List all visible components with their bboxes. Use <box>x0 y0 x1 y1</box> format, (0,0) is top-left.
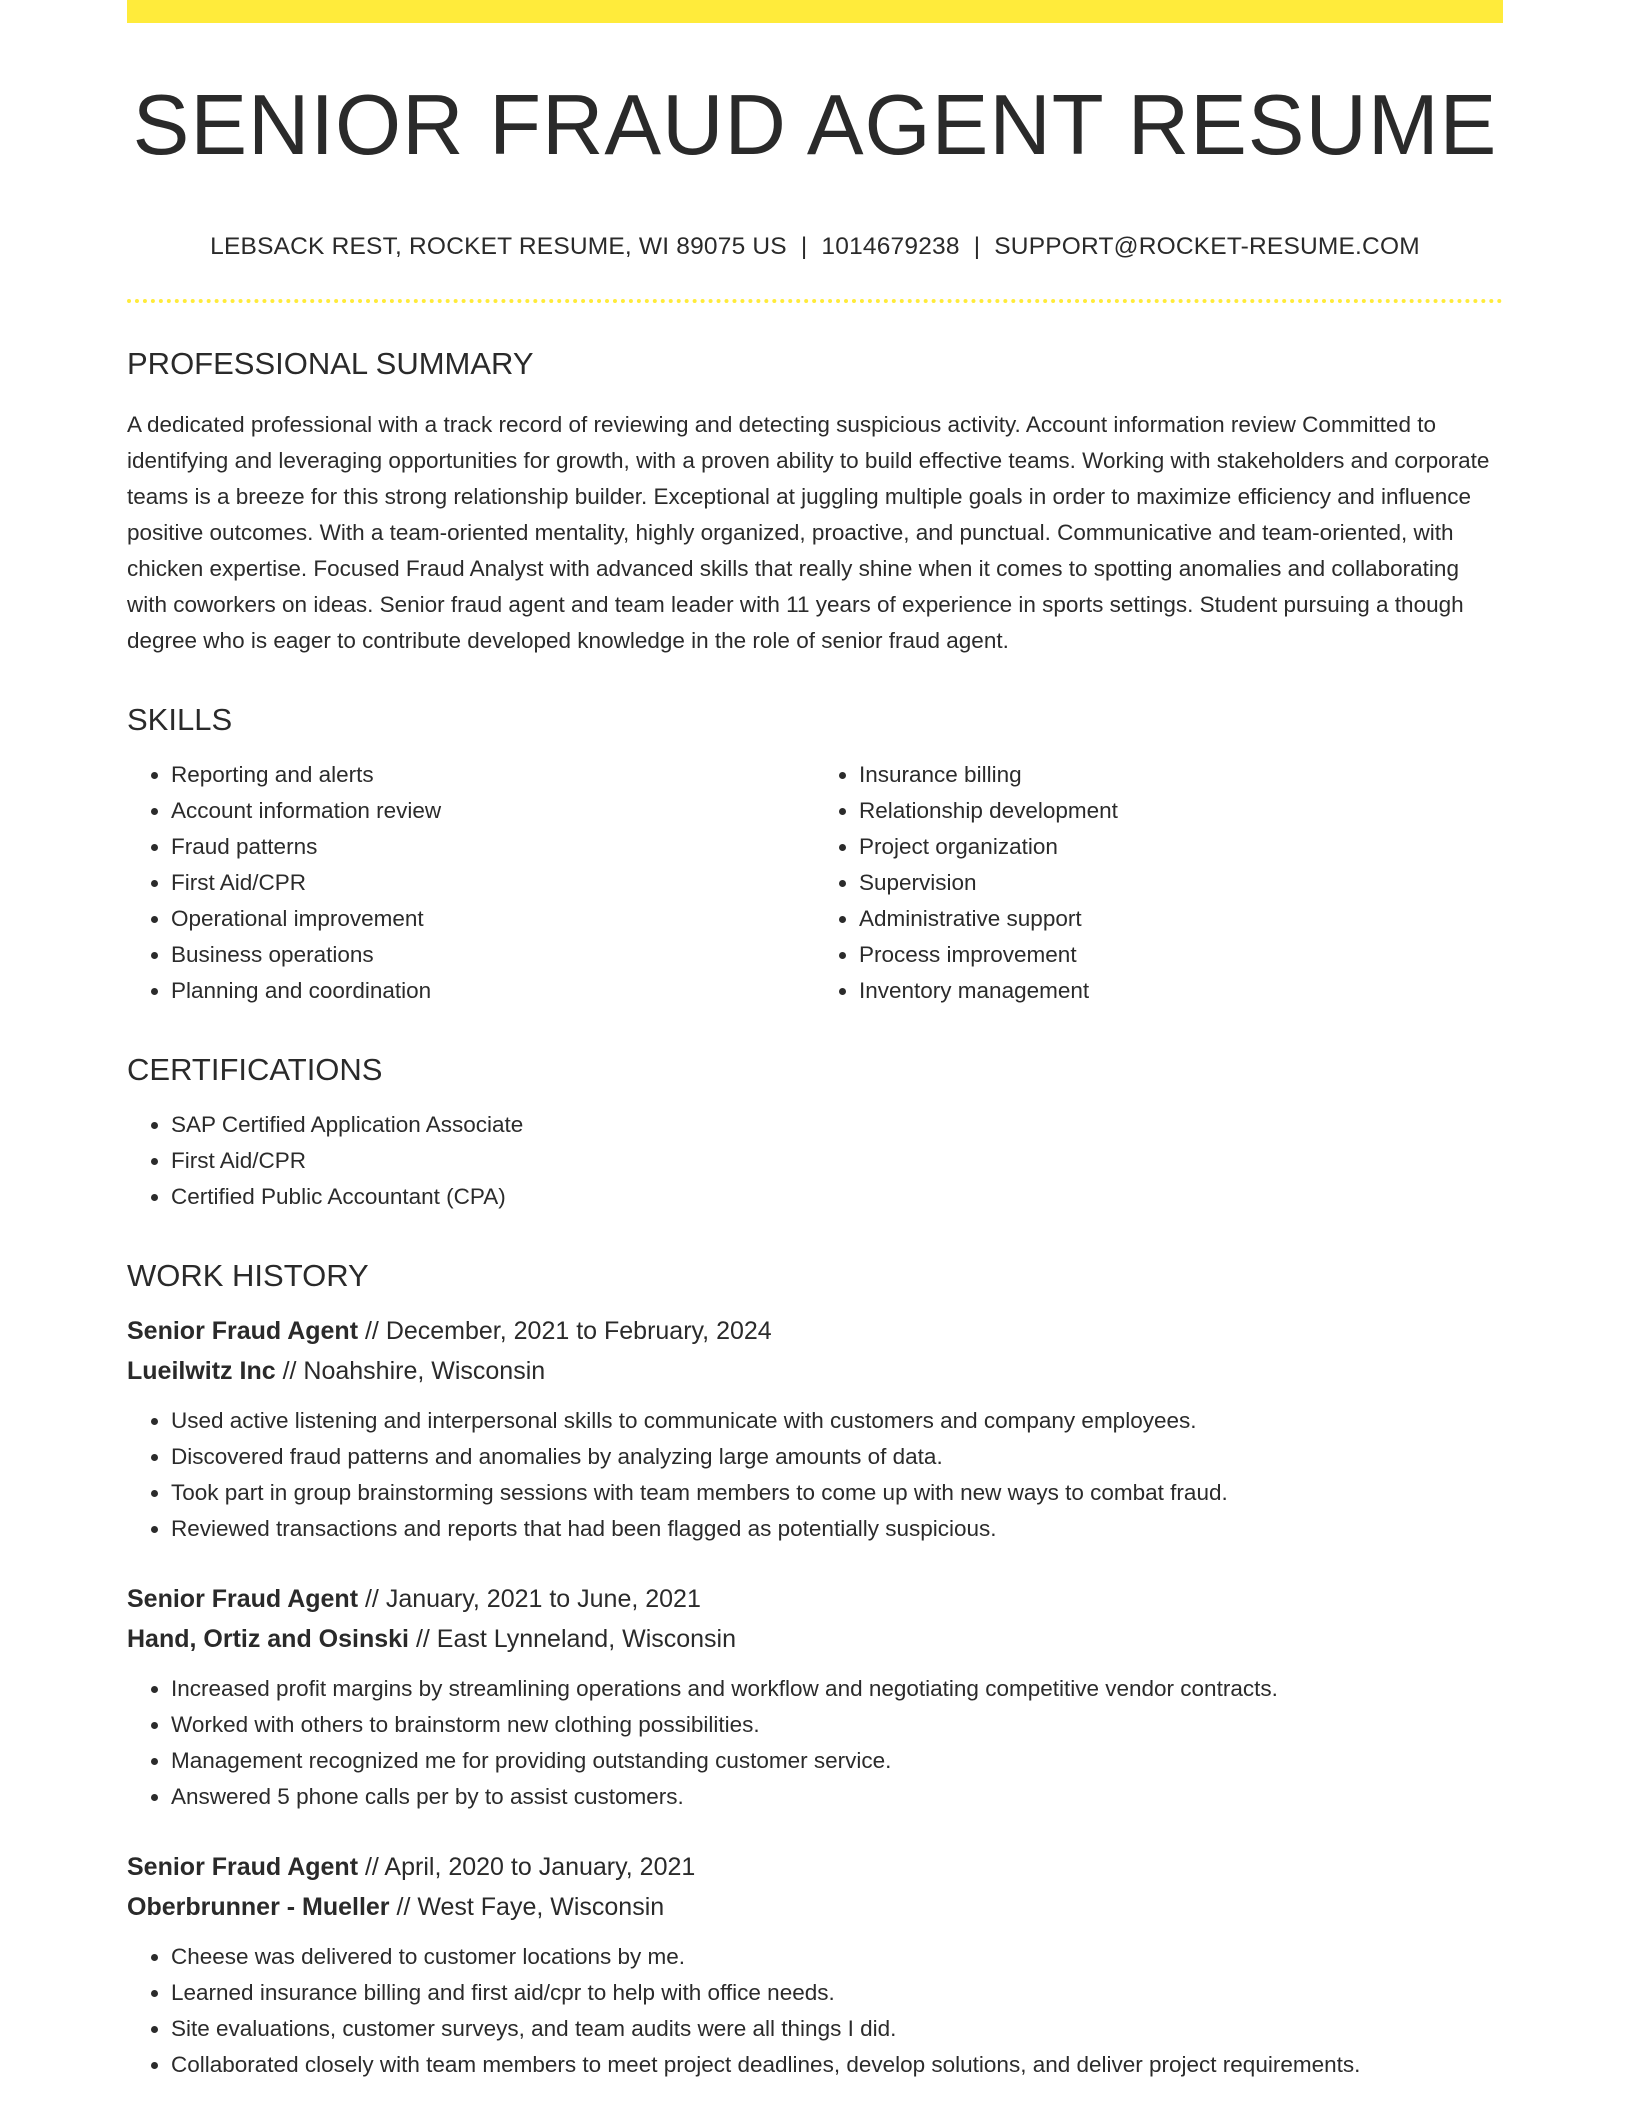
job-dates: // December, 2021 to February, 2024 <box>358 1317 772 1345</box>
job-entry <box>127 1847 1503 2083</box>
certification-item: • SAP Certified Application Associate <box>171 1107 1503 1143</box>
skills-right-list <box>815 757 1503 1009</box>
skill-item: • Business operations <box>171 937 815 973</box>
certification-item: • Certified Public Accountant (CPA) <box>171 1179 1503 1215</box>
job-bullet: • Site evaluations, customer surveys, and team audits were all things I did. <box>171 2011 1503 2047</box>
skills-columns <box>127 757 1503 1009</box>
contact-line <box>127 233 1503 261</box>
contact-separator: | <box>800 233 808 260</box>
resume-title: SENIOR FRAUD AGENT RESUME <box>132 78 1498 173</box>
job-bullet: • Management recognized me for providing outstanding customer service. <box>171 1743 1503 1779</box>
job-bullet: • Reviewed transactions and reports that had been flagged as potentially suspicious. <box>171 1511 1503 1547</box>
job-dates: // January, 2021 to June, 2021 <box>358 1585 701 1613</box>
job-company-line <box>127 1887 1503 1927</box>
skills-left-list <box>127 757 815 1009</box>
job-company: Lueilwitz Inc <box>127 1357 276 1385</box>
job-bullets <box>127 1671 1503 1815</box>
job-title: Senior Fraud Agent <box>127 1585 359 1613</box>
skill-item: • First Aid/CPR <box>171 865 815 901</box>
job-location: // West Faye, Wisconsin <box>389 1893 665 1921</box>
job-location: // Noahshire, Wisconsin <box>275 1357 546 1385</box>
job-bullet: • Collaborated closely with team members to meet project deadlines, develop solutions, and deliver project requirements. <box>171 2047 1503 2083</box>
job-bullets <box>127 1403 1503 1547</box>
accent-bar <box>127 0 1503 23</box>
job-bullets <box>127 1939 1503 2083</box>
work-history-heading: WORK HISTORY <box>127 1258 369 1293</box>
skill-item: • Relationship development <box>859 793 1503 829</box>
certification-item: • First Aid/CPR <box>171 1143 1503 1179</box>
job-company: Oberbrunner - Mueller <box>127 1893 390 1921</box>
skill-item: • Supervision <box>859 865 1503 901</box>
job-company-line <box>127 1351 1503 1391</box>
summary-heading: PROFESSIONAL SUMMARY <box>127 346 534 381</box>
skill-item: • Insurance billing <box>859 757 1503 793</box>
job-bullet: • Increased profit margins by streamlining operations and workflow and negotiating competitive vendor contracts. <box>171 1671 1503 1707</box>
job-bullet: • Worked with others to brainstorm new clothing possibilities. <box>171 1707 1503 1743</box>
certifications-list <box>127 1107 1503 1215</box>
job-bullet: • Cheese was delivered to customer locations by me. <box>171 1939 1503 1975</box>
skills-heading: SKILLS <box>127 702 233 737</box>
job-bullet: • Used active listening and interpersonal skills to communicate with customers and company employees. <box>171 1403 1503 1439</box>
contact-email: SUPPORT@ROCKET-RESUME.COM <box>994 233 1420 260</box>
job-title-line <box>127 1311 1503 1351</box>
skill-item: • Process improvement <box>859 937 1503 973</box>
job-dates: // April, 2020 to January, 2021 <box>358 1853 696 1881</box>
certifications-heading: CERTIFICATIONS <box>127 1052 383 1087</box>
job-title: Senior Fraud Agent <box>127 1853 359 1881</box>
contact-phone: 1014679238 <box>821 233 960 260</box>
skill-item: • Account information review <box>171 793 815 829</box>
skill-item: • Fraud patterns <box>171 829 815 865</box>
job-bullet: • Took part in group brainstorming sessions with team members to come up with new ways to combat fraud. <box>171 1475 1503 1511</box>
job-location: // East Lynneland, Wisconsin <box>409 1625 737 1653</box>
job-title-line <box>127 1847 1503 1887</box>
job-bullet: • Learned insurance billing and first aid/cpr to help with office needs. <box>171 1975 1503 2011</box>
skill-item: • Inventory management <box>859 973 1503 1009</box>
skill-item: • Administrative support <box>859 901 1503 937</box>
job-bullet: • Discovered fraud patterns and anomalies by analyzing large amounts of data. <box>171 1439 1503 1475</box>
skill-item: • Project organization <box>859 829 1503 865</box>
contact-address: LEBSACK REST, ROCKET RESUME, WI 89075 US <box>210 233 787 260</box>
job-title: Senior Fraud Agent <box>127 1317 359 1345</box>
skill-item: • Planning and coordination <box>171 973 815 1009</box>
resume-page <box>127 0 1503 2083</box>
job-company-line <box>127 1619 1503 1659</box>
dotted-divider <box>127 299 1503 303</box>
job-title-line <box>127 1579 1503 1619</box>
job-bullet: • Answered 5 phone calls per by to assist customers. <box>171 1779 1503 1815</box>
skill-item: • Reporting and alerts <box>171 757 815 793</box>
job-entry <box>127 1579 1503 1815</box>
summary-text: A dedicated professional with a track record of reviewing and detecting suspicious activity. Account information review Committed to identifying and leveraging opportunities for growth, with a proven ability to build effective teams. Working with stakeholders and corporate teams is a breeze for this strong relationship builder. Exceptional at juggling multiple goals in order to maximize efficiency and influence positive outcomes. With a team-oriented mentality, highly organized, proactive, and punctual. Communicative and team-oriented, with chicken expertise. Focused Fraud Analyst with advanced skills that really shine when it comes to spotting anomalies and collaborating with coworkers on ideas. Senior fraud agent and team leader with 11 years of experience in sports settings. Student pursuing a though degree who is eager to contribute developed knowledge in the role of senior fraud agent. <box>127 412 1490 653</box>
skill-item: • Operational improvement <box>171 901 815 937</box>
job-company: Hand, Ortiz and Osinski <box>127 1625 409 1653</box>
job-entry <box>127 1311 1503 1547</box>
contact-separator: | <box>973 233 981 260</box>
